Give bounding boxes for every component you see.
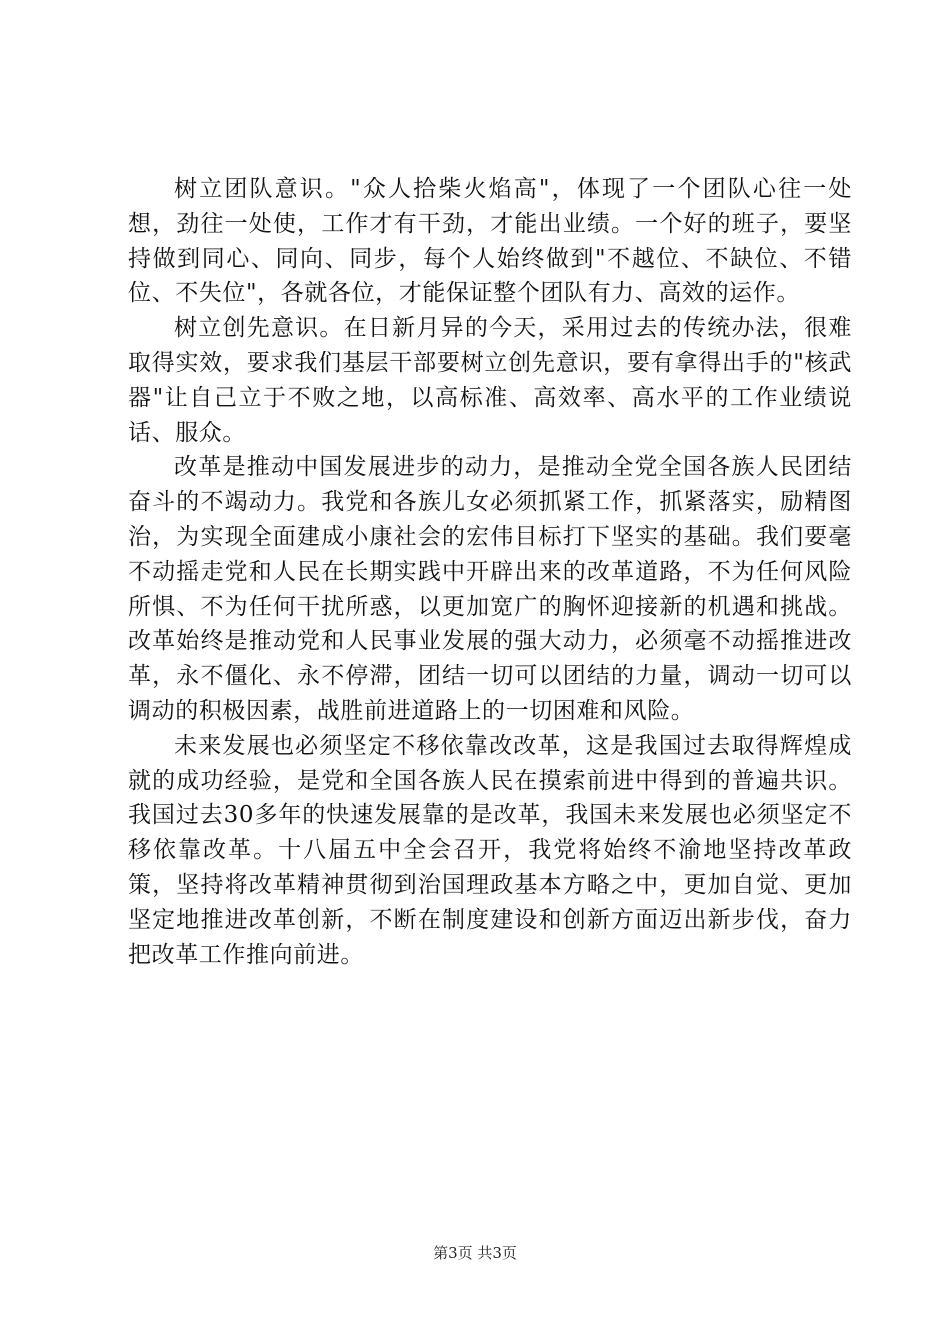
paragraph-reform-driving-force: 改革是推动中国发展进步的动力，是推动全党全国各族人民团结奋斗的不竭动力。我党和各族儿女必须抓紧工作，抓紧落实，励精图治，为实现全面建成小康社会的宏伟目标打下坚实的基础。我们要毫不动摇走党和人民在长期实践中开辟出来的改革道路，不为任何风险所惧、不为任何干扰所惑，以更加宽广的胸怀迎接新的机遇和挑战。改革始终是推动党和人民事业发展的强大动力，必须毫不动摇推进改革，永不僵化、永不停滞，团结一切可以团结的力量，调动一切可以调动的积极因素，战胜前进道路上的一切困难和风险。: [128, 454, 852, 724]
page-footer: 第3页 共3页: [433, 1244, 517, 1262]
paragraph-future-development: 未来发展也必须坚定不移依靠改改革，这是我国过去取得辉煌成就的成功经验，是党和全国各族人民在摸索前进中得到的普遍共识。我国过去30多年的快速发展靠的是改革，我国未来发展也必须坚定不移依靠改革。十八届五中全会召开，我党将始终不渝地坚持改革政策，坚持将改革精神贯彻到治国理政基本方略之中，更加自觉、更加坚定地推进改革创新，不断在制度建设和创新方面迈出新步伐，奋力把改革工作推向前进。: [128, 732, 852, 968]
document-body: [128, 172, 852, 972]
paragraph-team-awareness: 树立团队意识。"众人拾柴火焰高"，体现了一个团队心往一处想，劲往一处使，工作才有干劲，才能出业绩。一个好的班子，要坚持做到同心、同向、同步，每个人始终做到"不越位、不缺位、不错位、不失位"，各就各位，才能保证整个团队有力、高效的运作。: [128, 176, 852, 307]
paragraph-innovation-awareness: 树立创先意识。在日新月异的今天，采用过去的传统办法，很难取得实效，要求我们基层干部要树立创先意识，要有拿得出手的"核武器"让自己立于不败之地，以高标准、高效率、高水平的工作业绩说话、服众。: [128, 315, 852, 446]
